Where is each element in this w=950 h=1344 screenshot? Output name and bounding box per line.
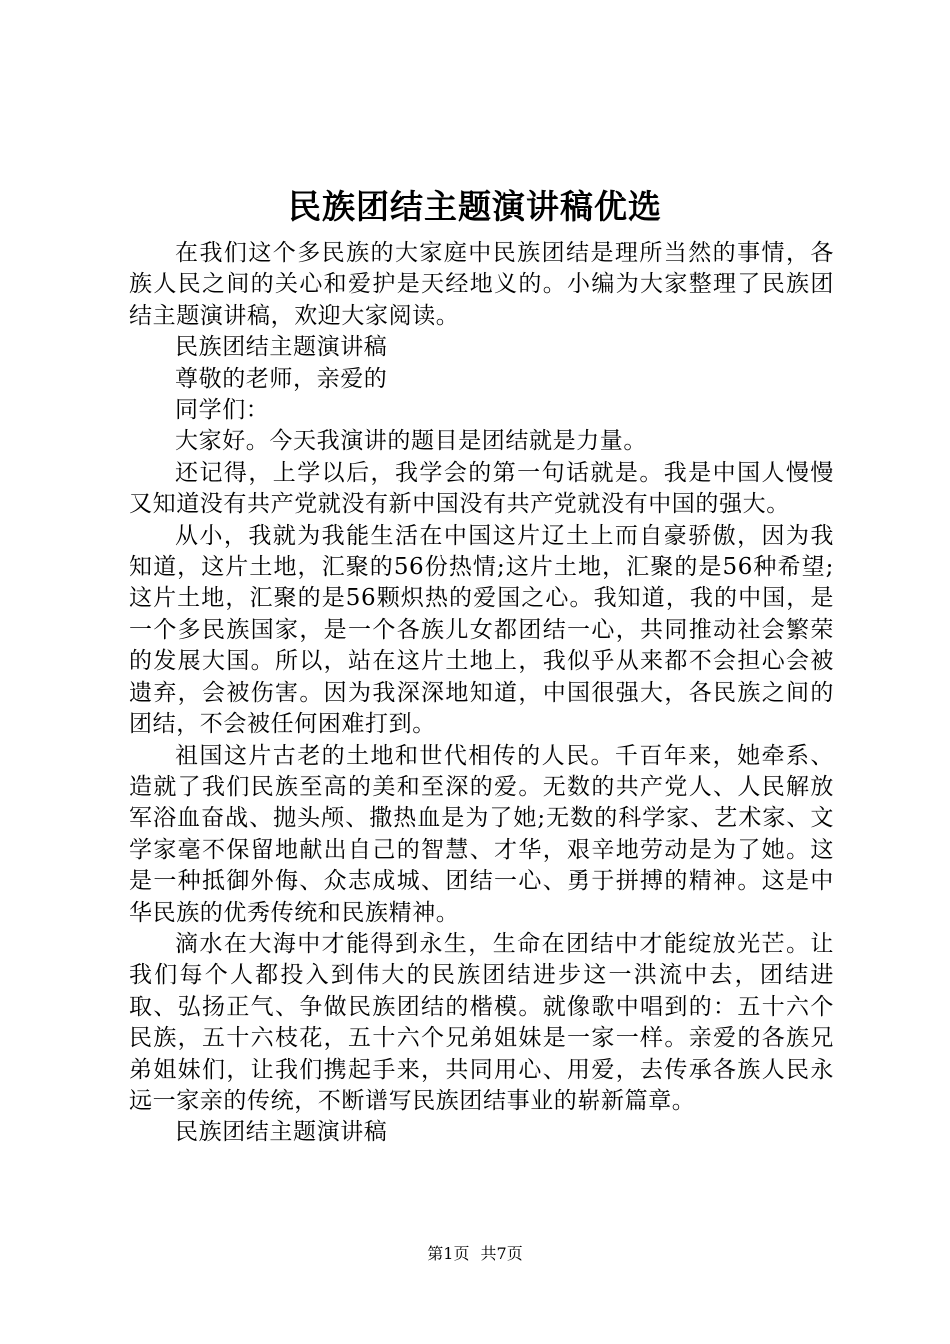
- paragraph-intro: 在我们这个多民族的大家庭中民族团结是理所当然的事情，各族人民之间的关心和爱护是天经地义的。小编为大家整理了民族团结主题演讲稿，欢迎大家阅读。: [129, 240, 834, 329]
- paragraph-body: 祖国这片古老的土地和世代相传的人民。千百年来，她牵系、造就了我们民族至高的美和至深的爱。无数的共产党人、人民解放军浴血奋战、抛头颅、撒热血是为了她;无数的科学家、艺术家、文学家毫不保留地献出自己的智慧、才华，艰辛地劳动是为了她。这是一种抵御外侮、众志成城、团结一心、勇于拼搏的精神。这是中华民族的优秀传统和民族精神。: [129, 742, 834, 926]
- page-total: 共7页: [480, 1244, 523, 1263]
- paragraph-subtitle: 民族团结主题演讲稿: [175, 334, 388, 361]
- paragraph-body: 滴水在大海中才能得到永生，生命在团结中才能绽放光芒。让我们每个人都投入到伟大的民族团结进步这一洪流中去，团结进取、弘扬正气、争做民族团结的楷模。就像歌中唱到的：五十六个民族，五十六枝花，五十六个兄弟姐妹是一家一样。亲爱的各族兄弟姐妹们，让我们携起手来，共同用心、用爱，去传承各族人民永远一家亲的传统，不断谱写民族团结事业的崭新篇章。: [129, 930, 834, 1114]
- page-number: 第1页: [427, 1244, 470, 1263]
- document-body: [129, 238, 834, 1149]
- paragraph-greeting: 大家好。今天我演讲的题目是团结就是力量。: [175, 428, 647, 455]
- paragraph-salutation: 尊敬的老师，亲爱的: [175, 365, 388, 392]
- paragraph-body: 还记得，上学以后，我学会的第一句话就是。我是中国人慢慢又知道没有共产党就没有新中国没有共产党就没有中国的强大。: [129, 459, 834, 518]
- paragraph-body: 从小，我就为我能生活在中国这片辽土上而自豪骄傲，因为我知道，这片土地，汇聚的56份热情;这片土地，汇聚的是56种希望;这片土地，汇聚的是56颗炽热的爱国之心。我知道，我的中国，是一个多民族国家，是一个各族儿女都团结一心，共同推动社会繁荣的发展大国。所以，站在这片土地上，我似乎从来都不会担心会被遗弃，会被伤害。因为我深深地知道，中国很强大，各民族之间的团结，不会被任何困难打到。: [129, 522, 834, 738]
- paragraph-salutation-cont: 同学们：: [175, 397, 270, 424]
- document-title: 民族团结主题演讲稿优选: [288, 187, 662, 226]
- paragraph-subtitle: 民族团结主题演讲稿: [175, 1119, 388, 1146]
- page-footer: [0, 1243, 950, 1265]
